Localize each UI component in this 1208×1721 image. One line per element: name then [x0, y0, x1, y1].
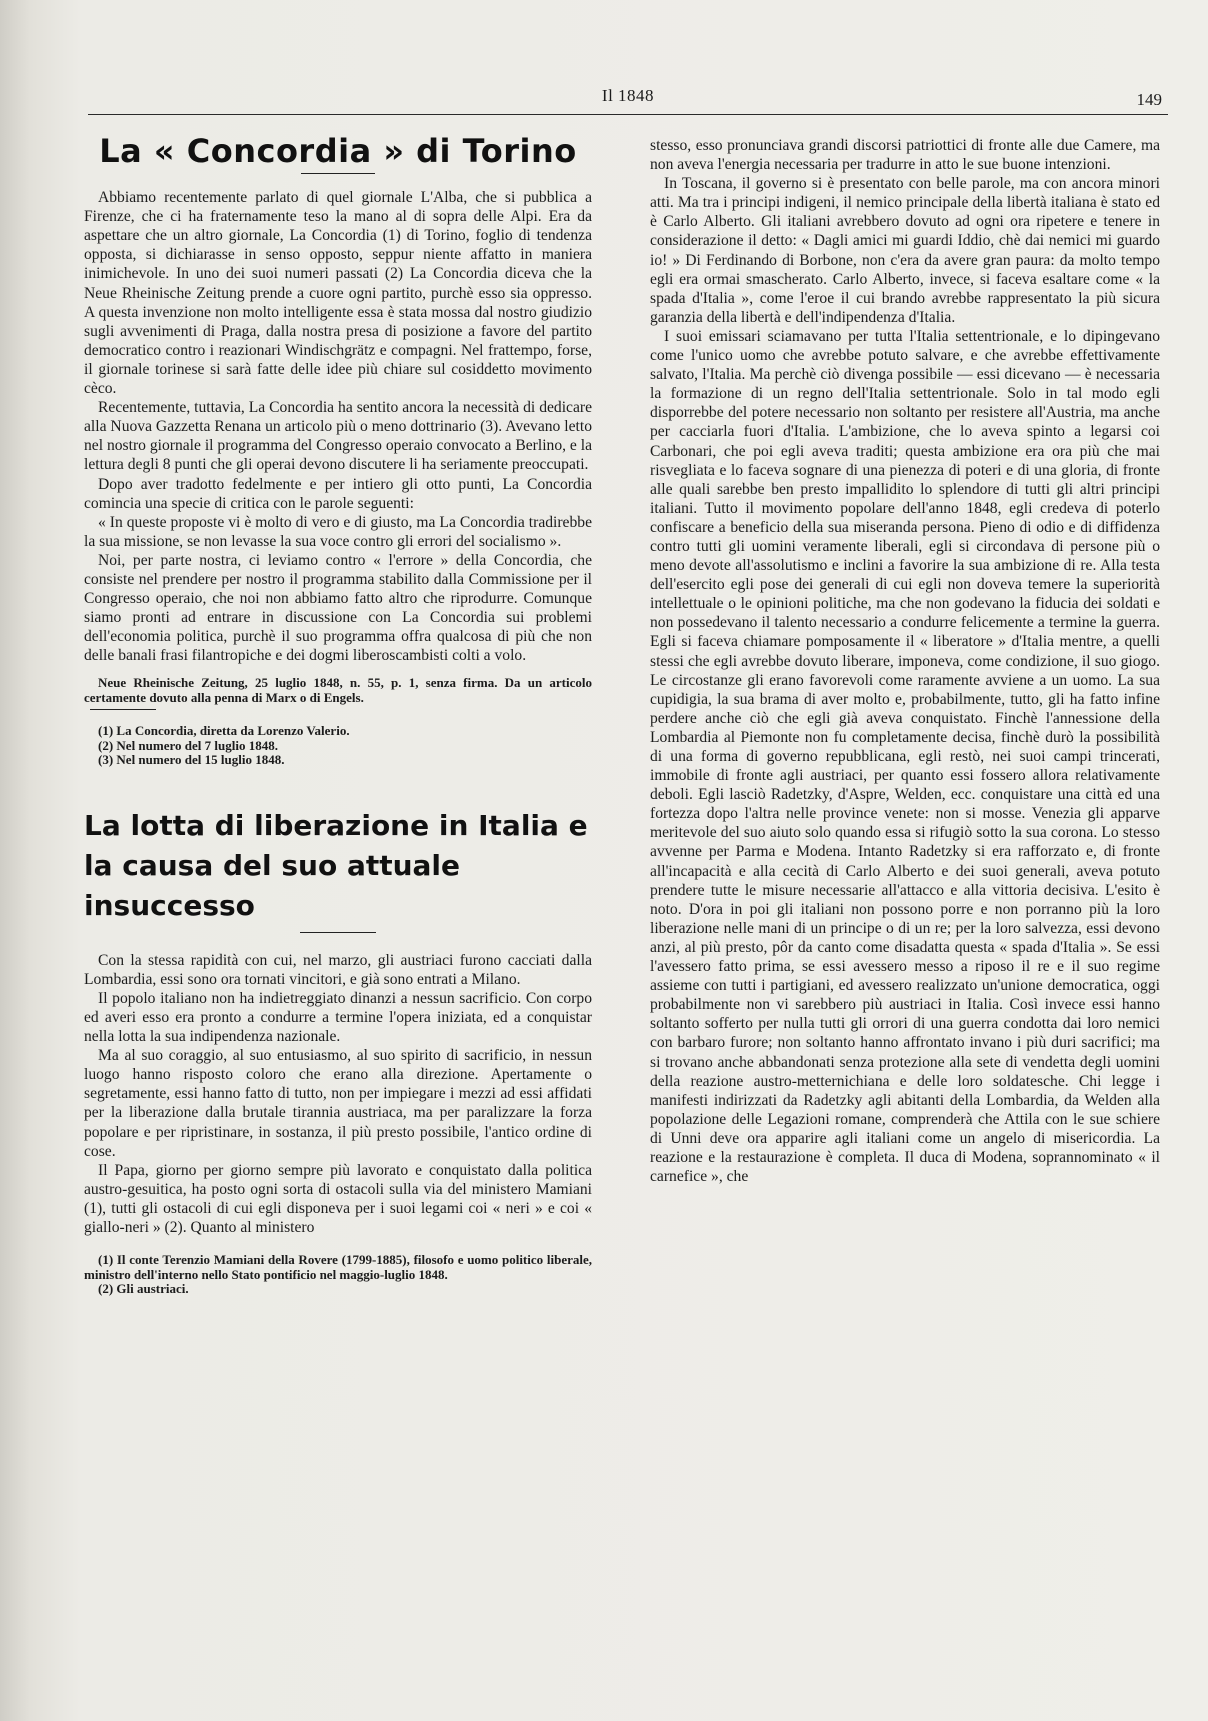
page-number: 149 [1136, 90, 1162, 109]
article2-footnotes [84, 1253, 592, 1297]
note-item: (2) Nel numero del 7 luglio 1848. [98, 737, 278, 753]
article1-notes [84, 724, 592, 767]
notes-rule [90, 709, 156, 710]
title-rule [301, 173, 375, 174]
article2-paragraph: Il Papa, giorno per giorno sempre più lavorato e conquistato dalla politica austro-gesuitica, ha posto ogni sorta di ostacoli sulla via del ministero Mamiani (1), tutti gli ostacoli di cui egli disponeva per i suoi legami coi « neri » e coi « giallo-neri » (2). Quanto al ministero [84, 1161, 592, 1236]
note-item: (1) La Concordia, diretta da Lorenzo Valerio. [98, 723, 350, 739]
article1-paragraph: « In queste proposte vi è molto di vero e di giusto, ma La Concordia tradirebbe la sua missione, se non levasse la sua voce contro gli errori del socialismo ». [84, 513, 592, 550]
article1-title: La « Concordia » di Torino [99, 132, 577, 170]
left-column [84, 132, 592, 1297]
article2-paragraph: Con la stessa rapidità con cui, nel marzo, gli austriaci furono cacciati dalla Lombardia, essi sono ora tornati vincitori, e già sono entrati a Milano. [84, 951, 592, 988]
running-title: Il 1848 [601, 86, 655, 105]
article1-paragraph: Abbiamo recentemente parlato di quel giornale L'Alba, che si pubblica a Firenze, che ci ha fraternamente teso la mano al di sopra delle Alpi. Era da aspettare che un altro giornale, La Concordia (1) di Torino, foglio di tendenza opposta, si dichiarasse in senso opposto, seppur niente affatto in maniera inimichevole. In uno dei suoi numeri passati (2) La Concordia diceva che la Neue Rheinische Zeitung prende a cuore ogni partito, purchè esso sia oppresso. A questa invenzione non molto intelligente essa è stata mossa dal nostro giudizio sugli avvenimenti di Praga, dalla nostra presa di posizione a favore del partito democratico contro i reazionari Windischgrätz e compagni. Nel frattempo, forse, il giornale torinese si sarà fatte delle idee più chiare sul cosiddetto movimento cèco. [84, 189, 592, 398]
footnote-item: (1) Il conte Terenzio Mamiani della Rovere (1799-1885), filosofo e uomo politico liberale, ministro dell'interno nello Stato pontificio nel maggio-luglio 1848. [84, 1252, 592, 1282]
article2-title: La lotta di liberazione in Italia e la causa del suo attuale insuccesso [84, 808, 588, 922]
title-rule [300, 932, 376, 933]
article1-source: Neue Rheinische Zeitung, 25 luglio 1848, n. 55, p. 1, senza firma. Da un articolo certamente dovuto alla penna di Marx o di Engels. [84, 675, 592, 706]
article1-paragraph: Recentemente, tuttavia, La Concordia ha sentito ancora la necessità di dedicare alla Nuova Gazzetta Renana un articolo più o meno dottrinario (3). Avevano letto nel nostro giornale il programma del Congresso operaio convocato a Berlino, e la lettura degli 8 punti che gli operai devono discutere li ha seriamente preoccupati. [84, 399, 592, 474]
article2-paragraph: In Toscana, il governo si è presentato con belle parole, ma con ancora minori atti. Ma tra i principi indigeni, il nemico principale della libertà italiana è stato ed è Carlo Alberto. Gli italiani avrebbero dovuto ad ogni ora ripetere e tenere in considerazione il detto: « Dagli amici mi guardi Iddio, chè dai nemici mi guardo io! » Di Ferdinando di Borbone, non c'era da avere gran paura: da molto tempo egli era ormai smascherato. Carlo Alberto, invece, si faceva esaltare come « la spada d'Italia », come l'eroe il cui brando avrebbe rappresentato la più sicura garanzia della libertà e dell'indipendenza d'Italia. [650, 175, 1160, 326]
article1-paragraph: Noi, per parte nostra, ci leviamo contro « l'errore » della Concordia, che consiste nel prendere per nostro il programma stabilito dalla Commissione per il Congresso operaio, che noi non abbiamo fatto altro che riprodurre. Comunque siamo pronti ad entrare in discussione con La Concordia sui problemi dell'economia politica, purchè il suo programma offra qualcosa di più che non delle banali frasi filantropiche e dei dogmi liberoscambisti colti a volo. [84, 551, 592, 665]
article1-paragraph: Dopo aver tradotto fedelmente e per intiero gli otto punti, La Concordia comincia una specie di critica con le parole seguenti: [84, 475, 592, 512]
footnote-item: (2) Gli austriaci. [98, 1281, 189, 1297]
article2-paragraph: I suoi emissari sciamavano per tutta l'Italia settentrionale, e lo dipingevano come l'unico uomo che avrebbe potuto salvare, e che avrebbe effettivamente salvato, l'Italia. Ma perchè ciò divenga possibile — essi dicevano — è necessaria la formazione di un regno dell'Italia settentrionale. Solo in tal modo egli disporrebbe del potere necessario non soltanto per resistere all'Austria, ma anche per cacciarla fuori d'Italia. L'ambizione, che lo aveva spinto a legarsi coi Carbonari, che poi egli aveva traditi; questa ambizione era ora più che mai risvegliata e lo faceva sognare di una pienezza di poteri e di una gloria, di fronte alle quali sarebbe ben presto impallidito lo splendore di tutti gli altri principi italiani. Tutto il movimento popolare dell'anno 1848, egli credeva di poterlo confiscare a beneficio della sua miseranda persona. Pieno di odio e di diffidenza contro tutti gli uomini veramente liberali, egli si circondava di persone più o meno devote all'assolutismo e inclini a favorire la sua ambizione di re. Alla testa dell'esercito egli pose dei generali di cui egli non doveva temere la superiorità intellettuale o le opinioni politiche, ma che non godevano la fiducia dei soldati e non possedevano il talento necessario a condurre felicemente a termine la guerra. Egli si faceva chiamare pomposamente il « liberatore » d'Italia mentre, a quelli stessi che egli avrebbe dovuto liberare, imponeva, come condizione, il suo giogo. Le circostanze gli erano favorevoli come raramente avviene a un uomo. La sua cupidigia, la sua brama di aver molto e, probabilmente, tutto, gli ha fatto infine perdere anche ciò che egli già aveva conquistato. Finchè l'annessione della Lombardia al Piemonte non fu completamente decisa, finchè durò la possibilità di una forma di governo repubblicana, egli restò, nei suoi campi trincerati, immobile di fronte agli austriaci, per quanto essi fossero allora relativamente deboli. Egli lasciò Radetzky, d'Aspre, Welden, ecc. conquistare una città ed una fortezza dopo l'altra nelle province venete: non si mosse. Venezia gli apparve meritevole del suo aiuto solo quando essa si rifugiò sotto la sua corona. Lo stesso avvenne per Parma e Modena. Intanto Radetzky si era rafforzato e, di fronte all'incapacità e alla cecità di Carlo Alberto e dei suoi generali, aveva potuto prendere tutte le misure necessarie all'attacco e alla vittoria decisiva. L'esito è noto. D'ora in poi gli italiani non possono porre e non porranno più la loro liberazione nelle mani di un principe o di un re; per la loro salvezza, essi devono anzi, al più presto, pôr da canto come disadatta questa « spada d'Italia ». Se essi l'avessero fatto prima, se essi avessero messo a riposo il re e il suo regime assieme con tutti i partigiani, ed avessero realizzato un'unione democratica, oggi probabilmente non vi sarebbero più austriaci in Italia. Così invece essi hanno soltanto sofferto per nulla tutti gli orrori di una guerra condotta dai loro nemici con barbaro furore; non soltanto hanno affrontato invano i più duri sacrifici; ma si trovano anche abbandonati senza protezione alla sete di vendetta degli uomini della reazione austro-metternichiana e delle loro soldatesche. Chi legge i manifesti indirizzati da Radetzky agli abitanti della Lombardia, da Welden alla popolazione delle Legazioni romane, comprenderà che Attila con le sue schiere di Unni deve ora apparire agli italiani come un angelo di misericordia. La reazione e la restaurazione è completa. Il duca di Modena, soprannominato « il carnefice », che [650, 327, 1160, 1186]
running-header [88, 80, 1168, 115]
article2-paragraph: Ma al suo coraggio, al suo entusiasmo, al suo spirito di sacrificio, in nessun luogo hanno risposto coloro che erano alla direzione. Apertamente o segretamente, essi hanno fatto di tutto, non per impiegare i mezzi ad essi affidati per la liberazione dalla brutale tirannia austriaca, ma per paralizzare la forza popolare e per ripristinare, in sostanza, il più presto possibile, l'antico ordine di cose. [84, 1047, 592, 1160]
note-item: (3) Nel numero del 15 luglio 1848. [98, 752, 285, 768]
article2-paragraph: stesso, esso pronunciava grandi discorsi patriottici di fronte alle due Camere, ma non aveva l'energia necessaria per tradurre in atto le sue buone intenzioni. [650, 137, 1160, 174]
article2-paragraph: Il popolo italiano non ha indietreggiato dinanzi a nessun sacrificio. Con corpo ed averi esso era pronto a condurre a termine l'opera iniziata, ed a conquistar nella lotta la sua indipendenza nazionale. [84, 989, 592, 1046]
right-column [650, 136, 1160, 1186]
